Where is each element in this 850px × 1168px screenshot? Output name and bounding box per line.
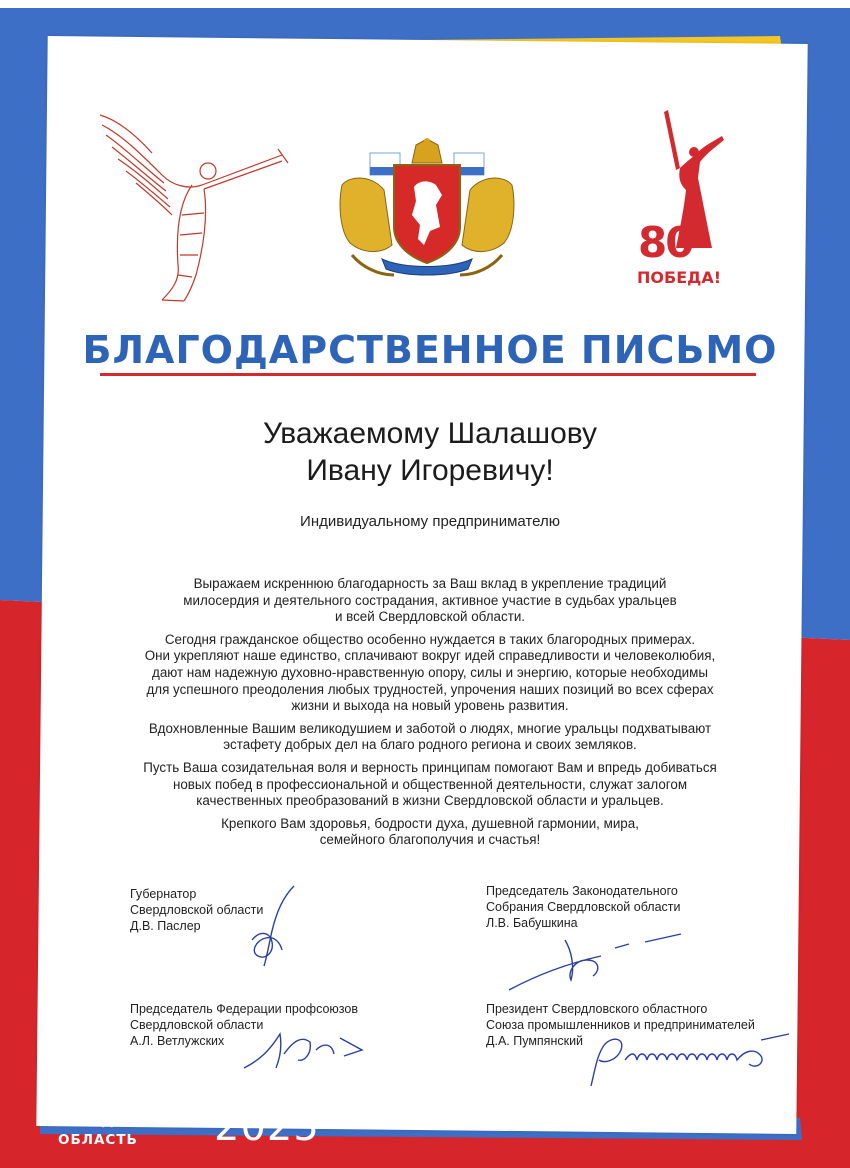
text-line: жизни и выхода на новый уровень развития. [291, 698, 569, 714]
signatory-title: Союза промышленников и предпринимателей [486, 1018, 755, 1032]
text-line: Пусть Ваша созидательная воля и верность принципам помогают Вам и впредь добиваться [143, 759, 717, 775]
signatory-name: А.Л. Ветлужских [130, 1034, 225, 1048]
signatory-title: Губернатор [130, 887, 197, 901]
footer-year: 2025 [214, 1104, 320, 1150]
text-line: качественных преобразований в жизни Свердловской области и уральцев. [196, 793, 664, 809]
coat-of-arms-icon [332, 135, 522, 280]
signatory-title: Свердловской области [130, 1018, 264, 1032]
signatory-title: Свердловской области [130, 903, 264, 917]
victory-word: ПОБЕДА! [637, 268, 722, 287]
text-line: дают нам надежную духовно-нравственную опору, силы и энергию, которые необходимы [152, 664, 708, 680]
paragraph-5 [105, 816, 755, 849]
text-line: милосердия и деятельного сострадания, активное участие в судьбах уральцев [183, 592, 677, 608]
text-line: Вдохновленные Вашим великодушием и заботой о людях, многие уральцы подхватывают [148, 720, 712, 736]
addressee-position: Индивидуальному предпринимателю [300, 513, 560, 530]
footer-region-line: СВЕРДЛОВСКАЯ [58, 1113, 197, 1129]
text-line: и всей Свердловской области. [334, 609, 526, 625]
addressee-line-2: Ивану Игоревичу! [306, 454, 554, 487]
signature-icon [585, 1030, 795, 1090]
signature-icon [240, 1020, 370, 1075]
signatory-name: Д.В. Паслер [130, 919, 201, 933]
paragraph-1 [105, 576, 755, 626]
signatory-title: Президент Свердловского областного [486, 1002, 708, 1016]
document-title: БЛАГОДАРСТВЕННОЕ ПИСЬМО [82, 328, 778, 372]
angel-with-trumpet-icon [92, 105, 292, 305]
text-line: Выражаем искреннюю благодарность за Ваш вклад в укрепление традиций [193, 576, 667, 591]
footer-region-line: ОБЛАСТЬ [58, 1132, 138, 1148]
text-line: семейного благополучия и счастья! [319, 832, 541, 848]
paragraph-4 [105, 760, 755, 810]
signatory-name: Л.В. Бабушкина [486, 916, 578, 930]
text-line: для успешного преодоления любых трудностей, упрочения наших позиций во всех сферах [146, 681, 714, 697]
paragraph-2 [105, 632, 755, 715]
text-line: эстафету добрых дел на благо родного региона и своих земляков. [223, 737, 637, 753]
signature-icon [505, 920, 685, 995]
signatory-title: Председатель Федерации профсоюзов [130, 1002, 358, 1016]
signatory-title: Собрания Свердловской области [486, 900, 681, 914]
victory-80-number: 80 [638, 218, 693, 267]
paragraph-3 [105, 721, 755, 754]
text-line: новых побед в профессиональной и общественной деятельности, служат залогом [172, 776, 688, 792]
signatory-title: Председатель Законодательного [486, 884, 678, 898]
addressee-line-1: Уважаемому Шалашову [262, 417, 598, 450]
signatory-name: Д.А. Пумпянский [486, 1034, 584, 1048]
text-line: Они укрепляют наше единство, сплачивают вокруг идей справедливости и человеколюбия, [144, 648, 716, 664]
letter-body [105, 576, 755, 855]
title-underline [100, 373, 756, 376]
text-line: Сегодня гражданское общество особенно нуждается в таких благородных примерах. [164, 631, 696, 647]
signature-icon [230, 880, 310, 970]
text-line: Крепкого Вам здоровья, бодрости духа, душевной гармонии, мира, [221, 815, 639, 831]
footer-region-name [58, 1112, 196, 1150]
